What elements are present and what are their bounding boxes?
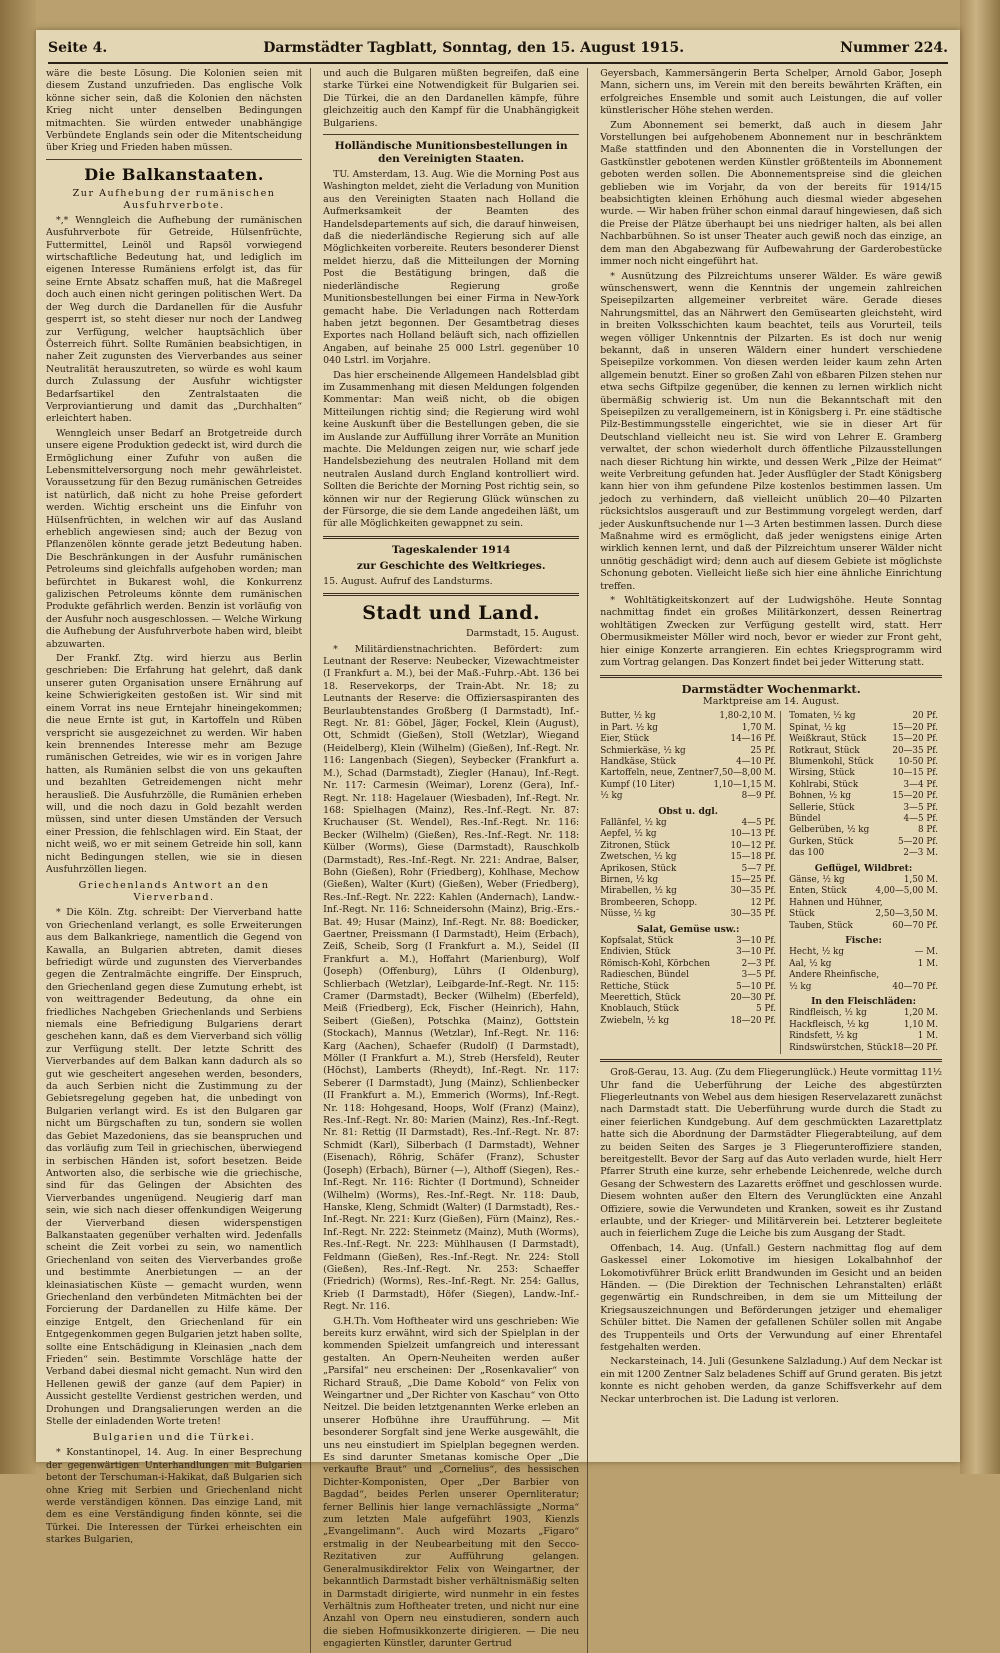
market-price: 20 Pf. xyxy=(912,711,938,722)
market-row xyxy=(600,993,776,1004)
market-item: Kumpf (10 Liter) xyxy=(600,779,675,790)
market-item: Wirsing, Stück xyxy=(789,768,855,779)
market-row xyxy=(789,757,938,768)
market-item: Zwiebeln, ½ kg xyxy=(600,1015,670,1026)
market-price: 3—5 Pf. xyxy=(903,802,938,813)
market-item: Gelberüben, ½ kg xyxy=(789,825,870,836)
market-price: 25 Pf. xyxy=(750,745,777,756)
market-row xyxy=(600,723,776,734)
market-price: 4—5 Pf. xyxy=(741,817,777,828)
market-item: Andere Rheinfische, xyxy=(789,970,880,981)
divider xyxy=(323,134,579,135)
market-price: 1,10 M. xyxy=(903,1019,938,1030)
market-row xyxy=(789,1020,938,1031)
market-row xyxy=(789,982,938,993)
market-price: 3—4 Pf. xyxy=(903,779,938,790)
market-item: Enten, Stück xyxy=(789,886,847,897)
market-price: 4—5 Pf. xyxy=(903,813,938,824)
market-row xyxy=(789,803,938,814)
market-price: 20—30 Pf. xyxy=(730,993,777,1004)
market-item: Bündel xyxy=(789,813,821,824)
market-item: Fallänfel, ½ kg xyxy=(600,817,667,828)
market-title: Darmstädter Wochenmarkt. xyxy=(681,681,861,696)
market-item: Kopfsalat, Stück xyxy=(600,936,674,947)
market-item: Kohlrabi, Stück xyxy=(789,779,859,790)
market-item: Eier, Stück xyxy=(600,734,649,745)
market-row xyxy=(789,848,938,859)
market-item: Gänse, ½ kg xyxy=(789,875,845,885)
market-price: 10—13 Pf. xyxy=(730,829,777,840)
market-row xyxy=(789,814,938,825)
market-column-left xyxy=(600,711,781,1054)
article-paragraph: * Die Köln. Ztg. schreibt: Der Vierverband hatte von Griechenland verlangt, es solle Erweiterungen aus dem Balkankriege, namentlich die Gegend von Kawalla, an Bulgarien abtreten, damit dieses befriedigt würde und zugunsten des Vierverbandes gegen die Zentralmächte eingriffe. Der Einspruch, den Griechenland gegen diese Zumutung erhebt, ist von weittragender Bedeutung, da ohne ein friedliches Nachgeben Griechenlands und Serbiens niemals eine Befriedigung Bulgariens derart geschehen kann, daß es dem Vierverband sich völlig zur Verfügung stellt. Der letzte Schritt des Vierverbandes auf dem Balkan kann dadurch als so gut wie gescheitert angesehen werden, besonders, da auch Serbien nicht die Zustimmung zu der Gebietsregelung gegeben hat, die unbedingt von Bulgarien verlangt wird. Es ist den Bulgaren gar nicht um Bürgschaften zu tun, sondern sie wollen das Gebiet Mazedoniens, das sie beanspruchen und das vorläufig zum Teil in griechischen, überwiegend in serbischen Händen ist, sofort besetzen. Beide Antworten also, die serbische wie die griechische, sind für das Gelingen der Absichten des Vierverbandes ungenügend. Neugierig darf man sein, wie sich nach dieser offenkundigen Weigerung der Vierverband diesen widerspenstigen Balkanstaaten gegenüber verhalten wird. Jedenfalls scheint die Zeit vorbei zu sein, wo namentlich Griechenland von seiten des Vierverbandes große und bestimmte Anerbietungen — an der kleinasiatischen Küste — gemacht wurden, wenn Griechenland den verbündeten Mitmächten bei der Forcierung der Dardanellen zu Hilfe käme. Der einzige Entgelt, den Griechenland für ein Entgegenkommen gegen Bulgarien jetzt haben sollte, sollte eine Entschädigung in Kleinasien „nach dem Frieden“ sein. Bestimmte Vorschläge hatte der Verband dabei diesmal nicht gemacht. Nun wird den Hellenen gewiß der ganze (auf dem Papier) in Aussicht gestellte Verdienst gestrichen werden, und Drohungen und Drangsalierungen werden an die Stelle der einladenden Worte treten! xyxy=(46,907,303,1428)
market-row xyxy=(600,841,776,852)
market-price: 12 Pf. xyxy=(750,897,777,908)
market-row xyxy=(600,936,776,947)
market-price: 20—35 Pf. xyxy=(892,745,938,756)
market-price: 5—20 Pf. xyxy=(897,836,938,847)
market-item: Knoblauch, Stück xyxy=(600,1004,679,1015)
market-row xyxy=(600,970,776,981)
market-row xyxy=(789,875,938,886)
double-divider xyxy=(600,1059,942,1062)
market-row xyxy=(600,1004,776,1015)
market-row xyxy=(789,947,938,958)
article-paragraph: Der Frankf. Ztg. wird hierzu aus Berlin geschrieben: Die Erfahrung hat gelehrt, daß dank unserer guten Organisation unsere Ernährung auf keine Schwierigkeiten gestoßen ist. Wir sind mit einem Vorrat ins neue Erntejahr hineingekommen; die neue Ernte ist gut, in Kartoffeln und Rüben verspricht sie ausgezeichnet zu werden. Wir haben kein brennendes Interesse mehr am Bezuge rumänischen Getreides, wie wir es in vorigen Jahre hatten, als Rumänien selbst die von uns gekauften und bezahlten Getreidemengen nicht mehr herausließ. Die Ausfuhrzölle, die Rumänien erheben will, und die noch dazu in Gold bezahlt werden müssen, sind unter diesen Umständen der Versuch einer Pression, die fehlschlagen wird. Ein Staat, der nicht weiß, wo er mit seinem Getreide hin soll, kann nicht Bedingungen stellen, wie sie in diesen Ausfuhrzöllen liegen. xyxy=(46,653,303,875)
calendar-subtitle: zur Geschichte des Weltkrieges. xyxy=(356,559,546,572)
article-paragraph: Neckarsteinach, 14. Juli (Gesunkene Salzladung.) Auf dem Neckar ist ein mit 1200 Zentner Salz beladenes Schiff auf Grund geraten. Bis jetzt konnte es nicht gehoben werden, da ganze Schiffsverkehr auf dem Neckar unterbrochen ist. Die Ladung ist verloren. xyxy=(600,1356,942,1405)
market-item: Blumenkohl, Stück xyxy=(789,756,874,767)
market-row xyxy=(789,898,938,909)
article-paragraph: G.H.Th. Vom Hoftheater wird uns geschrieben: Wie bereits kurz erwähnt, wird sich der Spielplan in der kommenden Spielzeit umfangreich und interessant gestalten. An Opern-Neuheiten werden außer „Parsifal“ neu erscheinen: Der „Rosenkavalier“ von Richard Strauß, „Die Dame Kobold“ von Felix von Weingartner und „Der Richter von Kaschau“ von Otto Neitzel. Die beiden letztgenannten Werke erleben an unserer Hofbühne ihre Uraufführung. — Mit besonderer Sorgfalt sind jene Werke ausgewählt, die uns neu einstudiert im Spielplan begegnen werden. Es sind darunter Smetanas komische Oper „Die verkaufte Braut“ und „Cornelius“, des hessischen Dichter-Komponisten, Oper „Der Barbier von Bagdad“, beides Perlen unserer Opernliteratur; ferner Bellinis hier lange vernachlässigte „Norma“ zum letzten Male aufgeführt 1903, Kienzls „Evangelimann“. Auch wird Mozarts „Figaro“ erstmalig in der Neubearbeitung mit den Secco-Rezitativen zur Aufführung gelangen. Generalmusikdirektor Felix von Weingartner, der bekanntlich Darmstadt bisher verhältnismäßig selten in Darmstadt dirigierte, wird nunmehr in ein festes Verhältnis zum Hoftheater treten, und nicht nur eine Anzahl von Opern neu einstudieren, sondern auch die sieben Hofmusikkonzerte dirigieren. — Die neu engagierten Künstler, darunter Gertrud xyxy=(323,1315,580,1650)
market-item: in Part. ½ kg xyxy=(600,722,658,733)
market-price: 5—7 Pf. xyxy=(741,863,777,874)
masthead xyxy=(48,40,948,64)
market-row xyxy=(600,852,776,863)
double-divider xyxy=(323,536,579,539)
double-divider xyxy=(600,675,942,678)
market-item: Weißkraut, Stück xyxy=(789,734,867,745)
market-group-heading: Obst u. dgl. xyxy=(658,805,718,817)
market-group-heading: Geflügel, Wildbret: xyxy=(814,862,913,874)
market-item: Stück xyxy=(789,909,815,920)
market-row xyxy=(600,875,776,886)
market-price: 15—25 Pf. xyxy=(730,875,777,885)
market-row xyxy=(600,711,776,722)
continued-paragraph: und auch die Bulgaren müßten begreifen, daß eine starke Türkei eine Notwendigkeit für Bulgarien sei. Die Türkei, die an den Dardanellen kämpfe, führe gleichzeitig auch den Kampf für die Unabhängigkeit Bulgariens. xyxy=(323,68,580,129)
market-item: Rettiche, Stück xyxy=(600,981,669,992)
section-heading-balkan: Die Balkanstaaten. xyxy=(84,164,264,184)
market-price: 30—35 Pf. xyxy=(730,886,777,897)
market-price: 15—18 Pf. xyxy=(730,852,777,863)
market-price: — M. xyxy=(914,947,938,958)
market-row xyxy=(789,886,938,897)
article-paragraph: Wenngleich unser Bedarf an Brotgetreide durch unsere eigene Produktion gedeckt ist, wird durch die Ermöglichung einer Zufuhr von außen die Lebensmittelversorgung noch mehr gewährleistet. Voraussetzung für den Bezug rumänischen Getreides ist natürlich, daß nicht zu hohe Preise gefordert werden. Wichtig erscheint uns die Einfuhr von Hülsenfrüchten, in welchen wir auf das Ausland erheblich angewiesen sind; auch der Bezug von Pflanzenölen könnte gerade jetzt Bedeutung haben. Die Beschränkungen in der Ausfuhr rumänischen Petroleums sind gleichfalls aufgehoben worden; man befürchtet in Bukarest wohl, die Konkurrenz galizischen Petroleums könnte dem rumänischen Produkte gefährlich werden. Benzin ist vorläufig von der Ausfuhr noch ausgeschlossen. — Welche Wirkung die Aufhebung der Ausfuhrverbote haben wird, bleibt abzuwarten. xyxy=(46,427,303,650)
market-item: Tauben, Stück xyxy=(789,920,853,931)
market-price: 30—35 Pf. xyxy=(730,909,777,920)
market-table xyxy=(600,711,942,1054)
market-item: Tomaten, ½ kg xyxy=(789,711,856,722)
market-price: 1,50 M. xyxy=(903,875,938,885)
market-price: 10—12 Pf. xyxy=(730,840,777,851)
page-right-fold xyxy=(960,0,1000,1474)
market-price: 2,50—3,50 M. xyxy=(875,909,938,920)
market-row xyxy=(789,825,938,836)
market-row xyxy=(789,723,938,734)
calendar-title: Tageskalender 1914 xyxy=(391,543,511,556)
section-heading-stadt: Stadt und Land. xyxy=(362,602,541,625)
market-row xyxy=(789,734,938,745)
market-price: 3—5 Pf. xyxy=(741,970,777,981)
market-price: 18—20 Pf. xyxy=(892,1042,938,1053)
article-paragraph: Zum Abonnement sei bemerkt, daß auch in diesem Jahr Vorstellungen bei aufgehobenem Abonnement nur in beschränktem Maße stattfinden und den Abonnenten die in Vorstellungen der Gastkünstler gebotenen werden Künstler größtenteils im Abonnement geboten werden sollen. Die Abonnementspreise sind die gleichen geblieben wie im Vorjahr, da von der bereits für 1914/15 beabsichtigten kleinen Erhöhung auch diesmal wieder abgesehen wurde. — Wir haben früher schon einmal darauf hingewiesen, daß sich die Preise der Plätze überhaupt bei uns niedriger halten, als bei allen Nachbarbühnen. So ist unser Theater auch gewiß noch das einzige, an dem man den Abgabezwang für Aufbewahrung der Garderobestücke immer noch nicht eingeführt hat. xyxy=(600,119,942,268)
market-row xyxy=(789,921,938,932)
market-item: Kartoffeln, neue, Zentner xyxy=(600,768,714,779)
market-row xyxy=(600,909,776,920)
continued-paragraph: Geyersbach, Kammersängerin Berta Schelper, Arnold Gabor, Joseph Mann, sichern uns, im Verein mit den bereits bewährten Kräften, ein erfolgreiches Ensemble und somit auch Leistungen, die auf voller künstlerischer Höhe stehen werden. xyxy=(600,68,942,117)
column-1 xyxy=(46,68,311,1653)
market-item: Zitronen, Stück xyxy=(600,840,670,851)
market-item: Rotkraut, Stück xyxy=(789,745,860,756)
market-row xyxy=(600,734,776,745)
market-row xyxy=(789,1043,938,1054)
market-row xyxy=(789,1008,938,1019)
market-price: 2—3 M. xyxy=(903,848,938,859)
market-price: 10—15 Pf. xyxy=(892,768,938,779)
market-row xyxy=(600,898,776,909)
market-group-heading: Fische: xyxy=(845,935,882,947)
market-price: 7,50—8,00 M. xyxy=(713,768,777,779)
market-item: Spinat, ½ kg xyxy=(789,722,846,733)
market-item: Aal, ½ kg xyxy=(789,958,832,969)
market-item: Endivien, Stück xyxy=(600,947,671,958)
newspaper-page xyxy=(36,30,960,1650)
page-left-edge xyxy=(0,0,36,1474)
market-row xyxy=(600,818,776,829)
issue-number: Nummer 224. xyxy=(840,40,948,56)
market-item: Hecht, ½ kg xyxy=(789,947,844,958)
article-paragraph: Offenbach, 14. Aug. (Unfall.) Gestern nachmittag flog auf dem Gaskessel einer Lokomotive im hiesigen Lokalbahnhof der Lokomotivführer Brück erlitt Brandwunden im Gesicht und an beiden Händen. — (Die Direktion der Technischen Lehranstalten) erläßt gegenwärtig ein Rundschreiben, in dem sie um Mitteilung der Kriegsauszeichnungen und Beförderungen jetziger und ehemaliger Schüler bittet. Die Namen der gefallenen Schüler sollen mit Angabe des Truppenteils und Orts der Verwundung auf einer Ehrentafel festgehalten werden. xyxy=(600,1242,942,1354)
column-2 xyxy=(323,68,588,1653)
market-price: 3—10 Pf. xyxy=(736,936,777,947)
calendar-entry: 15. August. Aufruf des Landsturms. xyxy=(323,575,493,587)
article-paragraph: TU. Amsterdam, 13. Aug. Wie die Morning Post aus Washington meldet, zieht die Verladung von Munition aus den Vereinigten Staaten nach Holland die Aufmerksamkeit der Beamten des Handelsdepartements auf sich, die darauf hinweisen, daß die niederländische Regierung sich auf alle Möglichkeiten vorbereite. Reuters besonderer Dienst meldet hierzu, daß die Mitteilungen der Morning Post die Bestätigung bringen, daß die niederländische Regierung große Munitionsbestellungen bei einer Firma in New-York gemacht habe. Die Verladungen nach Rotterdam haben jetzt begonnen. Der Gesamtbetrag dieses Exportes nach Holland beläuft sich, nach offiziellen Angaben, auf beinahe 25 000 Lstrl. gegenüber 10 040 Lstrl. im Vorjahre. xyxy=(323,169,580,367)
page-number: Seite 4. xyxy=(48,40,108,56)
market-row xyxy=(789,1031,938,1042)
market-item: Handkäse, Stück xyxy=(600,756,676,767)
divider xyxy=(46,159,302,160)
market-item: Zwetschen, ½ kg xyxy=(600,852,677,863)
column-3 xyxy=(600,68,950,1653)
market-row xyxy=(789,837,938,848)
market-row xyxy=(600,864,776,875)
market-item: Meerettich, Stück xyxy=(600,993,681,1004)
article-paragraph: * Militärdienstnachrichten. Befördert: zum Leutnant der Reserve: Neubecker, Vizewachtmeister (I Frankfurt a. M.), bei der Maß.-Fuhrp.-Abt. 136 bei 18. Reservekorps, der Train-Abt. Nr. 18; zu Leutnants der Reserve: die Offiziersaspiranten des Beurlaubtenstandes Großberg (I Darmstadt), Inf.-Regt. Nr. 81: Göbel, Jäger, Fockel, Klein (August), Ott, Schmidt (Gießen), Stoll (Wetzlar), Wiegand (Heidelberg), Klein (Wilhelm) (Gießen), Inf.-Regt. Nr. 116: Langenbach (Siegen), Seybecker (Frankfurt a. M.), Schad (Darmstadt), Ziegler (Hanau), Inf.-Regt. Nr. 117: Carmesin (Weimar), Lorenz (Gera), Inf.-Regt. Nr. 118: Hagelauer (Wiesbaden), Inf.-Regt. Nr. 168: Spielhagen (Mainz), Res.-Inf.-Regt. Nr. 87: Kruchauser (St. Wendel), Res.-Inf.-Regt. Nr. 116: Becker (Wilhelm) (Gießen), Res.-Inf.-Regt. Nr. 118: Külber (Worms), Giese (Darmstadt), Rauschkolb (Darmstadt), Res.-Inf.-Regt. Nr. 221: Andrae, Balser, Bohn (Gießen), Rohr (Friedberg), Kohlhase, Mechow (Gießen), Walter (Kurt) (Gießen), Weber (Friedberg), Res.-Inf.-Regt. Nr. 222: Kahlen (Andernach), Landw.-Inf.-Regt. Nr. 116: Schneidersohn (Mainz), Brig.-Ers.-Bat. 49; Husar (Mainz), Inf.-Regt. Nr. 88: Boedicker, Gaertner, Preissmann (I Darmstadt), Heim (Erbach), Zeiß, Scheib, Sorg (I Frankfurt a. M.), Seidel (II Frankfurt a. M.), Hoffahrt (Marienburg), Wolf (Joseph) (Offenburg), Lührs (I Oldenburg), Schlierbach (Wetzlar), Leibgarde-Inf.-Regt. Nr. 115: Cramer (Darmstadt), Becker (Wilhelm) (Eberfeld), Meiß (Friedberg), Eck, Fischer (Heinrich), Hahn, Seibert (Gießen), Potschka (Mainz), Gottstein (Stockach), Mannus (Wetzlar), Inf.-Regt. Nr. 116: Karg (Aachen), Schaefer (Rudolf) (I Darmstadt), Möller (I Frankfurt a. M.), Streb (Hersfeld), Reuter (Höchst), Lamberts (Rheydt), Inf.-Regt. Nr. 117: Seberer (I Darmstadt), Jung (Mainz), Schlienbecker (II Frankfurt a. M.), Emmerich (Worms), Inf.-Regt. Nr. 118: Hohgesand, Hoops, Wolf (Franz) (Mainz), Res.-Inf.-Regt. Nr. 80: Marien (Mainz), Res.-Inf.-Regt. Nr. 81: Rettig (II Darmstadt), Res.-Inf.-Regt. Nr. 87: Schmidt (Karl), Silberbach (I Darmstadt), Wehner (Eisenach), Röhrig, Schäfer (Franz), Schuster (Joseph) (Erbach), Bürner (—), Althoff (Siegen), Res.-Inf.-Regt. Nr. 116: Richter (I Dortmund), Schneider (Wilhelm) (Worms), Res.-Inf.-Regt. Nr. 118: Daub, Hanske, Kleng, Schmidt (Walter) (I Darmstadt), Res.-Inf.-Regt. Nr. 221: Kurz (Gießen), Fürn (Mainz), Res.-Inf.-Regt. Nr. 222: Steinmetz (Mainz), Muth (Worms), Res.-Inf.-Regt. Nr. 223: Mühlhausen (I Darmstadt), Feldmann (Gießen), Res.-Inf.-Regt. Nr. 224: Stoll (Gießen), Res.-Inf.-Regt. Nr. 253: Schaeffer (Friedrich) (Worms), Res.-Inf.-Regt. Nr. 254: Gallus, Krieb (I Darmstadt), Höfer (Siegen), Landw.-Inf.-Regt. Nr. 116. xyxy=(323,643,580,1313)
market-row xyxy=(789,768,938,779)
market-price: 5—10 Pf. xyxy=(736,981,777,992)
market-row xyxy=(600,791,776,802)
market-item: Butter, ½ kg xyxy=(600,711,656,722)
market-row xyxy=(789,780,938,791)
market-item: Rindfleisch, ½ kg xyxy=(789,1008,867,1019)
article-paragraph: * Ausnützung des Pilzreichtums unserer Wälder. Es wäre gewiß wünschenswert, wenn die Kenntnis der ungemein zahlreichen Speisepilzarten allgemeiner verbreitet wäre. Gerade dieses Nahrungsmittel, das an Nährwert den Gemüsearten gleichsteht, wird in breiten Volksschichten kaum beachtet, teils aus Vorurteil, teils wegen völliger Unkenntnis der Pilzarten. Es ist doch nur wenig bekannt, daß in unseren Wäldern einer hundert verschiedene Speisepilze vorkommen. Von diesen werden leider kaum zehn Arten allgemein benutzt. Einer so großen Zahl von eßbaren Pilzen stehen nur etwa sechs Giftpilze gegenüber, die kennen zu lernen wirklich nicht übermäßig schwierig ist. Um nun die Bekanntschaft mit den Speisepilzen zu verallgemeinern, ist in Königsberg i. Pr. eine städtische Pilz-Bestimmungsstelle eingerichtet, wie sie in dieser Art für Deutschland vielleicht neu ist. Sie wird von Lehrer E. Gramberg verwaltet, der schon wiederholt durch öffentliche Pilzausstellungen nach dieser Richtung hin wirkte, und dessen Werk „Pilze der Heimat“ weite Verbreitung gefunden hat. Jeder Ausflügler der Stadt Königsberg kann hier von ihm gefundene Pilze kostenlos bestimmen lassen. Um jedoch zu verhindern, daß vielleicht unüblich 20—40 Pilzarten rücksichtslos ausgerauft und zur Bestimmung vorgelegt werden, darf jeder Auskunftsuchende nur 1—3 Arten bestimmen lassen. Durch diese Maßnahme wird es ermöglicht, daß jeder wenigstens einige Arten wirklich kennen lernt, und daß der Pilzreichtum unserer Wälder nicht unnötig geschädigt wird; denn auch auf diesem Gebiete ist möglichste Schonung geboten. Vielleicht ließe sich hier eine ähnliche Einrichtung treffen. xyxy=(600,270,942,592)
market-price: 4—10 Pf. xyxy=(736,756,777,767)
market-row xyxy=(600,757,776,768)
market-row xyxy=(600,947,776,958)
market-price: 40—70 Pf. xyxy=(892,981,938,992)
market-row xyxy=(600,768,776,779)
market-row xyxy=(789,970,938,981)
subheading-ausfuhr: Zur Aufhebung der rumänischen Ausfuhrverbote. xyxy=(72,187,276,211)
market-price: 1,80-2,10 M. xyxy=(719,711,777,722)
market-row xyxy=(789,711,938,722)
market-price: 4,00—5,00 M. xyxy=(875,886,938,897)
article-paragraph: * Konstantinopel, 14. Aug. In einer Besprechung der gegenwärtigen Unterhandlungen mit Bulgarien betont der Terschuman-i-Hakikat, daß Bulgarien sich ohne Krieg mit Serbien und Griechenland nicht werde verständigen können. Das einzige Land, mit dem es eine Verständigung finden könnte, sei die Türkei. Die Interessen der Türkei erheischten ein starkes Bulgarien, xyxy=(46,1447,303,1546)
market-row xyxy=(600,982,776,993)
market-item: Aepfel, ½ kg xyxy=(600,829,657,840)
market-item: Rindsfett, ½ kg xyxy=(789,1031,858,1042)
market-item: ½ kg xyxy=(600,791,623,802)
market-price: 1,20 M. xyxy=(903,1008,938,1019)
market-item: Radieschen, Bündel xyxy=(600,970,689,981)
market-price: 3—10 Pf. xyxy=(736,947,777,958)
market-item: Brombeeren, Schopp. xyxy=(600,897,698,908)
market-price: 10-50 Pf. xyxy=(898,756,938,767)
article-paragraph: Das hier erscheinende Allgemeen Handelsblad gibt im Zusammenhang mit diesen Meldungen folgenden Kommentar: Man weiß nicht, ob die obigen Mitteilungen richtig sind; die Regierung wird wohl keine Auskunft über die Bestellungen geben, die sie im Auslande zur Auffüllung ihrer Vorräte an Munition machte. Die Meldungen zeigen nur, wie scharf jede Handelsbeziehung des neutralen Holland mit dem neutralen Ausland durch England kontrolliert wird. Sollten die Berichte der Morning Post richtig sein, so können wir nur der Regierung Glück wünschen zu der Fürsorge, die sie dem Lande angedeihen läßt, um für alle Möglichkeiten gewappnet zu sein. xyxy=(323,369,580,530)
market-group-heading: In den Fleischläden: xyxy=(811,996,916,1008)
newspaper-title: Darmstädter Tagblatt, Sonntag, den 15. August 1915. xyxy=(263,40,685,56)
dateline: Darmstadt, 15. August. xyxy=(465,628,580,640)
market-item: Hackfleisch, ½ kg xyxy=(789,1019,870,1030)
article-paragraph: *,* Wenngleich die Aufhebung der rumänischen Ausfuhrverbote für Getreide, Hülsenfrüchte, Futtermittel, Leinöl und Rapsöl vorwiegend wirtschaftliche Bedeutung hat, und lediglich im eigenen Interesse Rumäniens erfolgt ist, das für seine Ernte Absatz schaffen muß, hat die Maßregel doch auch einen nicht geringen politischen Wert. Da der Weg durch die Dardanellen für die Ausfuhr gesperrt ist, so steht dieser nur noch der Landweg zur Verfügung, welcher hauptsächlich über Österreich führt. Sollte Rumänien beabsichtigen, in naher Zeit zugunsten des Vierverbandes aus seiner Neutralität herauszutreten, so würde es wohl kaum durch Zulassung der Ausfuhr wichtigster Bedarfsartikel den Zentralstaaten die Verproviantierung und damit das „Durchhalten“ erleichtert haben. xyxy=(46,214,303,425)
market-price: 2—3 Pf. xyxy=(741,958,777,969)
market-item: Hahnen und Hühner, xyxy=(789,897,883,908)
market-item: das 100 xyxy=(789,848,825,859)
market-price: 15—20 Pf. xyxy=(892,734,938,745)
market-row xyxy=(789,791,938,802)
market-price: 5 Pf. xyxy=(756,1004,777,1015)
double-divider xyxy=(323,593,579,596)
market-group-heading: Salat, Gemüse usw.: xyxy=(636,923,740,935)
market-item: Römisch-Kohl, Körbchen xyxy=(600,958,711,969)
article-paragraph: Groß-Gerau, 13. Aug. (Zu dem Fliegerunglück.) Heute vormittag 11½ Uhr fand die Ueberführung der Leiche des abgestürzten Fliegerleutnants von Webel aus dem hiesigen Reservelazarett zunächst nach Darmstadt statt. Die Ueberführung wurde durch die Stadt zu einer feierlichen Kundgebung. Auf dem geschmückten Lazarettplatz hatte sich die Abordnung der Darmstädter Fliegerabteilung, auf dem zu beiden Seiten des Sarges je 3 Fliegerunteroffiziere standen, bereitgestellt. Bevor der Sarg auf das Auto verladen wurde, hielt Herr Pfarrer Struth eine kurze, sehr erhebende Leichenrede, welche durch Gesang der Schwestern des Lazaretts eröffnet und geschlossen wurde. Diesem wohnten außer den Eltern des Verunglückten eine Anzahl Offiziere, sowie die Verwundeten und Kranken, soweit es ihr Zustand erlaubte, und der Krieger- und Militärverein bei. Letzterer begleitete auch in feierlichem Zuge die Leiche bis zum Ausgang der Stadt. xyxy=(600,1067,942,1240)
market-row xyxy=(600,829,776,840)
market-item: Sellerie, Stück xyxy=(789,802,855,813)
market-price: 1,10—1,15 M. xyxy=(713,779,777,790)
market-row xyxy=(600,886,776,897)
market-price: 8—9 Pf. xyxy=(741,791,777,802)
intro-paragraph: wäre die beste Lösung. Die Kolonien seien mit diesem Zustand unzufrieden. Das englische Volk könne sicher sein, daß die Kolonien den nächsten Krieg nicht unter denselben Bedingungen mitmachten. Sie würden entweder unabhängige Verbündete Englands sein oder die Mitentscheidung über Krieg und Frieden haben müssen. xyxy=(46,68,303,154)
market-row xyxy=(600,959,776,970)
market-price: 15—20 Pf. xyxy=(892,722,938,733)
subheading-bulgarien: Bulgarien und die Türkei. xyxy=(92,1432,256,1444)
market-price: 18—20 Pf. xyxy=(730,1015,777,1026)
market-price: 15—20 Pf. xyxy=(892,791,938,802)
market-item: Nüsse, ½ kg xyxy=(600,909,656,920)
market-row xyxy=(600,746,776,757)
market-price: 14—16 Pf. xyxy=(730,734,777,745)
subheading-griechenland: Griechenlands Antwort an den Vierverband. xyxy=(78,880,270,904)
market-item: Schmierkäse, ½ kg xyxy=(600,745,686,756)
market-item: Aprikosen, Stück xyxy=(600,863,677,874)
market-item: Gurken, Stück xyxy=(789,836,854,847)
market-row xyxy=(789,909,938,920)
headline-munition: Holländische Munitionsbestellungen in den Vereinigten Staaten. xyxy=(334,140,568,166)
market-row xyxy=(789,959,938,970)
market-row xyxy=(789,746,938,757)
market-price: 1,70 M. xyxy=(741,722,777,733)
market-item: Bohnen, ½ kg xyxy=(789,791,851,802)
market-column-right xyxy=(789,711,942,1054)
market-item: Birnen, ½ kg xyxy=(600,875,659,885)
market-price: 1 M. xyxy=(917,1031,938,1042)
market-subtitle: Marktpreise am 14. August. xyxy=(702,695,840,707)
article-paragraph: * Wohltätigkeitskonzert auf der Ludwigshöhe. Heute Sonntag nachmittag findet ein großes Militärkonzert, dessen Reinertrag wohltätigen Zwecken zur Verfügung gestellt wird, statt. Herr Obermusikmeister Möller wird noch, bevor er wieder zur Front geht, hier einige Konzerte arrangieren. Ein echtes Kriegsprogramm wird zum Vortrag gelangen. Das Konzert findet bei jeder Witterung statt. xyxy=(600,595,942,669)
market-item: ½ kg xyxy=(789,981,812,992)
market-item: Mirabellen, ½ kg xyxy=(600,886,677,897)
market-price: 1 M. xyxy=(917,958,938,969)
columns xyxy=(46,68,950,1650)
market-row xyxy=(600,780,776,791)
market-price: 8 Pf. xyxy=(917,825,938,836)
market-price: 60—70 Pf. xyxy=(892,920,938,931)
market-item: Rindswürstchen, Stück xyxy=(789,1042,893,1053)
market-row xyxy=(600,1016,776,1027)
